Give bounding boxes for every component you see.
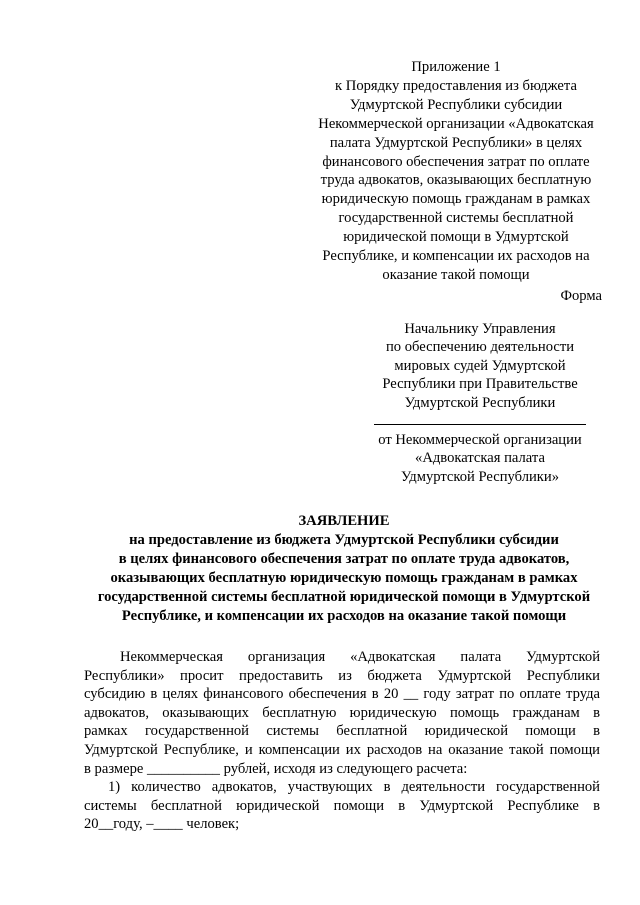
statement-title <box>60 512 628 625</box>
body-paragraph-line: в размере __________ рублей, исходя из следующего расчета: <box>84 760 468 777</box>
body-paragraph-line: Некоммерческая организация «Адвокатская палата Удмуртской <box>120 649 600 665</box>
appendix-header <box>300 58 612 285</box>
list-item-line: 1) количество адвокатов, участвующих в деятельности государственной <box>108 779 600 796</box>
appendix-line: Удмуртской Республики субсидии <box>349 96 563 113</box>
statement-subtitle-line: оказывающих бесплатную юридическую помощь гражданам в рамках <box>110 569 578 586</box>
appendix-line: Республике, и компенсации их расходов на <box>322 248 590 265</box>
addressee-line: Начальнику Управления <box>404 321 556 337</box>
sender-line: от Некоммерческой организации <box>378 432 582 449</box>
appendix-line: палата Удмуртской Республики» в целях <box>329 134 583 151</box>
appendix-line: юридической помощи в Удмуртской <box>343 229 569 246</box>
sender-line: «Адвокатская палата <box>415 450 545 467</box>
sender-line: Удмуртской Республики» <box>401 468 559 485</box>
list-item-line: 20__году, –____ человек; <box>84 816 240 833</box>
addressee-line: мировых судей Удмуртской <box>394 357 566 374</box>
list-item-line: системы бесплатной юридической помощи в Удмуртской Республике в <box>84 797 600 814</box>
addressee-line: Республики при Правительстве <box>382 376 578 393</box>
addressee-block <box>360 320 600 486</box>
statement-heading: ЗАЯВЛЕНИЕ <box>298 513 390 529</box>
appendix-line: Приложение 1 <box>411 59 501 75</box>
appendix-line: финансового обеспечения затрат по оплате <box>322 153 590 170</box>
statement-subtitle-line: государственной системы бесплатной юридической помощи в Удмуртской <box>97 588 591 605</box>
statement-subtitle-line: в целях финансового обеспечения затрат по оплате труда адвокатов, <box>118 550 570 567</box>
statement-subtitle-line: Республике, и компенсации их расходов на оказание такой помощи <box>121 607 567 624</box>
appendix-line: юридическую помощь гражданам в рамках <box>321 191 591 208</box>
body-paragraph-line: Удмуртской Республике, и компенсации их расходов на оказание такой помощи <box>84 741 600 758</box>
body-paragraph-line: рамках государственной системы бесплатной юридической помощи в <box>84 723 600 740</box>
addressee-line: Удмуртской Республики <box>404 394 556 411</box>
appendix-line: государственной системы бесплатной <box>338 210 574 227</box>
appendix-line: Некоммерческой организации «Адвокатская <box>318 115 594 132</box>
body-paragraph-line: субсидию в целях финансового обеспечения в 20 __ году затрат по оплате труда <box>84 686 600 703</box>
form-label: Форма <box>560 288 602 304</box>
signature-blank-line <box>374 424 586 425</box>
addressee-line: по обеспечению деятельности <box>385 339 575 356</box>
appendix-line: к Порядку предоставления из бюджета <box>335 77 577 94</box>
appendix-line: оказание такой помощи <box>382 266 530 283</box>
statement-body <box>84 648 600 834</box>
appendix-line: труда адвокатов, оказывающих бесплатную <box>320 172 592 189</box>
body-paragraph-line: адвокатов, оказывающих бесплатную юридическую помощь гражданам в <box>84 704 600 721</box>
body-paragraph-line: Республики» просит предоставить из бюджета Удмуртской Республики <box>84 667 600 684</box>
statement-subtitle-line: на предоставление из бюджета Удмуртской Республики субсидии <box>129 531 559 548</box>
